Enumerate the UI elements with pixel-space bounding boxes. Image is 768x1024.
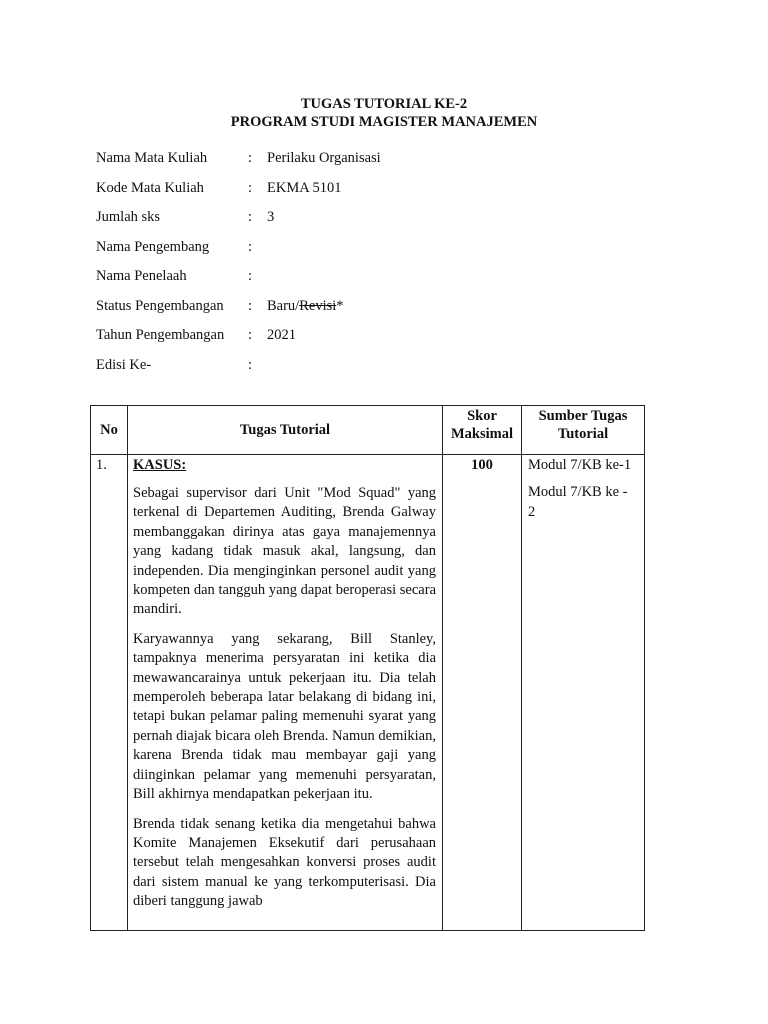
- info-label: Status Pengembangan: [96, 298, 224, 314]
- info-colon: :: [248, 239, 253, 255]
- info-colon: :: [248, 357, 253, 373]
- header-no: No: [91, 406, 128, 455]
- task-source: Modul 7/KB ke-1: [528, 457, 632, 473]
- info-value: Perilaku Organisasi: [267, 150, 381, 166]
- task-source: Modul 7/KB ke - 2: [528, 484, 628, 520]
- info-value: 3: [267, 209, 275, 225]
- status-baru: Baru/: [267, 298, 300, 314]
- info-label: Edisi Ke-: [96, 357, 152, 373]
- info-label: Nama Pengembang: [96, 239, 210, 255]
- status-asterisk: *: [336, 298, 344, 314]
- task-cell: [128, 455, 443, 931]
- info-colon: :: [248, 209, 253, 225]
- header-tugas-tutorial: Tugas Tutorial: [128, 406, 443, 455]
- info-colon: :: [248, 298, 253, 314]
- document-subtitle: PROGRAM STUDI MAGISTER MANAJEMEN: [230, 114, 538, 130]
- info-label: Jumlah sks: [96, 209, 161, 225]
- task-source-cell: [522, 455, 645, 931]
- info-colon: :: [248, 327, 253, 343]
- document-title: TUGAS TUTORIAL KE-2: [300, 96, 468, 112]
- info-value: [267, 296, 344, 316]
- info-value: EKMA 5101: [267, 180, 342, 196]
- max-score: 100: [443, 455, 522, 931]
- tutorial-task-table: [90, 405, 645, 931]
- status-revisi-struck: Revisi: [299, 298, 337, 314]
- case-paragraph: Karyawannya yang sekarang, Bill Stanley, tampaknya menerima persyaratan ini ketika dia mewawancarainya untuk pekerjaan itu. Dia telah memperoleh beberapa latar belakang di bidang ini, tetapi bukan pelamar paling memenuhi syarat yang pernah diajak bicara oleh Brenda. Namun demikian, karena Brenda tidak mau membayar gaji yang diinginkan pelamar yang memenuhi persyaratan, Bill akhirnya mendapatkan pekerjaan itu.: [133, 630, 436, 803]
- header-sumber-tugas: Sumber Tugas Tutorial: [522, 406, 645, 455]
- info-colon: :: [248, 180, 253, 196]
- table-header-row: [91, 406, 645, 455]
- info-label: Nama Mata Kuliah: [96, 150, 208, 166]
- case-paragraph: Brenda tidak senang ketika dia mengetahui bahwa Komite Manajemen Eksekutif dari perusahaan tersebut telah mengesahkan konversi proses audit dari sistem manual ke yang terkomputerisasi. Dia diberi tanggung jawab: [133, 815, 436, 910]
- info-label: Nama Penelaah: [96, 268, 187, 284]
- header-skor-maksimal: Skor Maksimal: [443, 406, 522, 455]
- case-paragraph: Sebagai supervisor dari Unit "Mod Squad" yang terkenal di Departemen Auditing, Brenda Galway membanggakan dirinya atas gaya manajemennya yang kadang tidak masuk akal, langsung, dan independen. Dia menginginkan personel audit yang kompeten dan tangguh yang dapat beroperasi secara mandiri.: [133, 485, 436, 618]
- row-number: 1.: [91, 455, 128, 931]
- info-label: Tahun Pengembangan: [96, 327, 225, 343]
- info-label: Kode Mata Kuliah: [96, 180, 204, 196]
- case-heading: KASUS:: [133, 457, 187, 473]
- info-colon: :: [248, 268, 253, 284]
- table-row: [91, 455, 645, 931]
- info-value: 2021: [267, 327, 296, 343]
- info-colon: :: [248, 150, 253, 166]
